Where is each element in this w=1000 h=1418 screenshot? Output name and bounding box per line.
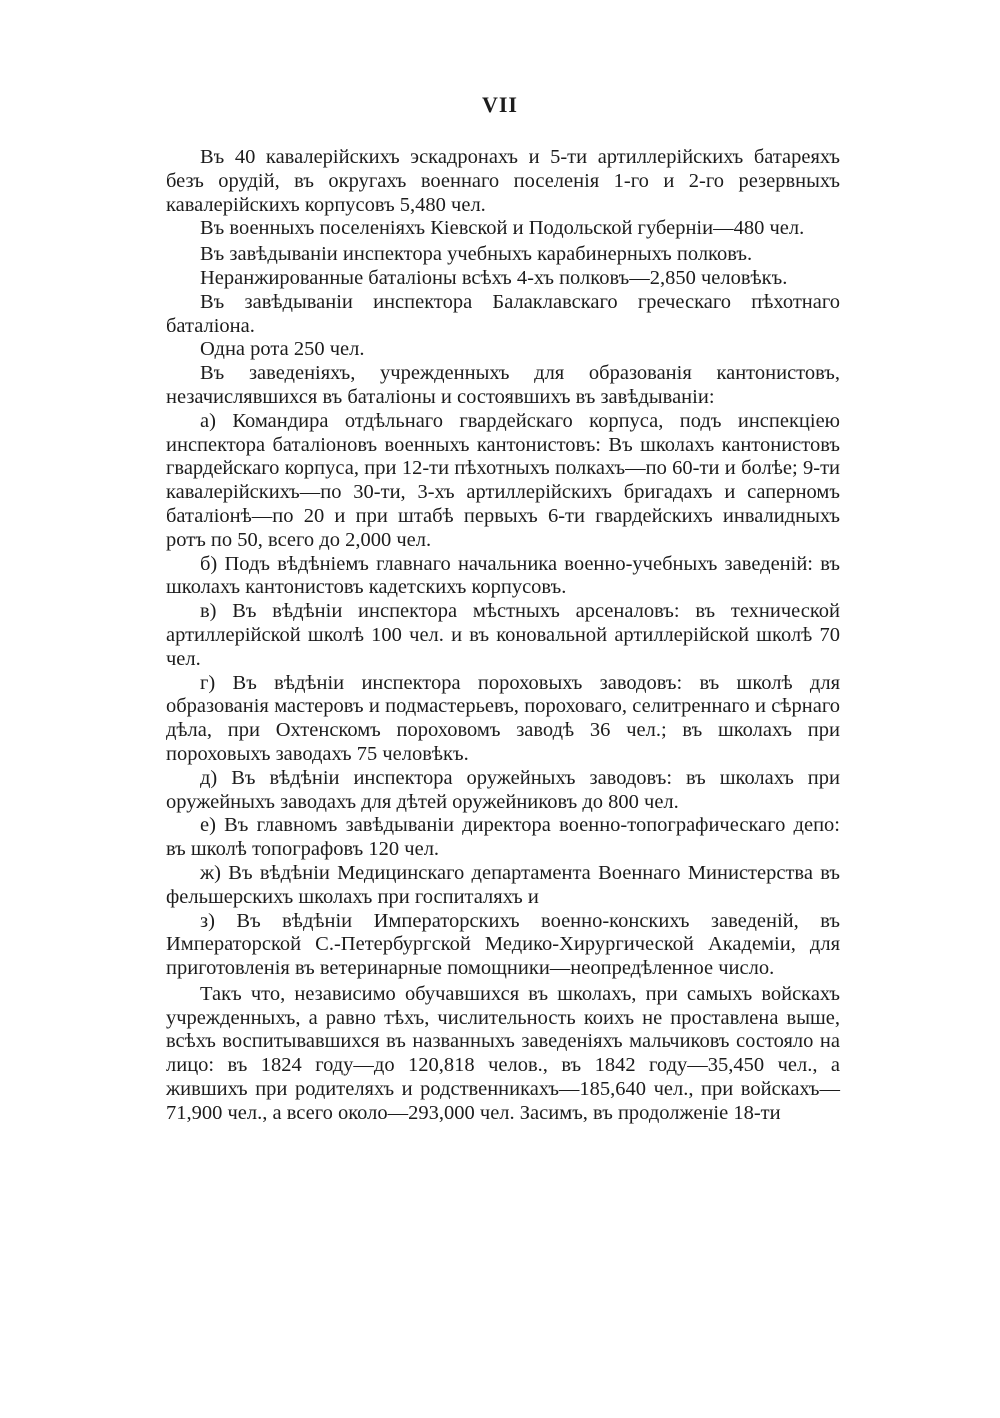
- paragraph-cavalry-squadrons: Въ 40 кавалерійскихъ эскадронахъ и 5-ти артиллерійскихъ батареяхъ безъ орудій, въ округахъ военнаго поселенія 1-го и 2-го резервныхъ кавалерійскихъ корпусовъ 5,480 чел.: [166, 146, 840, 216]
- body-text: [166, 146, 840, 1126]
- list-item-a: а) Командира отдѣльнаго гвардейскаго корпуса, подъ инспекціею инспектора баталіоновъ военныхъ кантонистовъ: Въ школахъ кантонистовъ гвардейскаго корпуса, при 12-ти пѣхотныхъ полкахъ—по 60-ти и болѣе; 9-ти кавалерійскихъ—по 30-ти, 3-хъ артиллерійскихъ бригадахъ и саперномъ баталіонѣ—по 20 и при штабѣ первыхъ 6-ти гвардейскихъ инвалидныхъ ротъ по 50, всего до 2,000 чел.: [166, 409, 840, 551]
- page-number: VII: [481, 92, 518, 117]
- paragraph-one-company: Одна рота 250 чел.: [200, 338, 365, 361]
- list-item-g: г) Въ вѣдѣніи инспектора пороховыхъ заводовъ: въ школѣ для образованія мастеровъ и подмастерьевъ, пороховаго, селитреннаго и сѣрнаго дѣла, при Охтенскомъ пороховомъ заводѣ 36 чел.; въ школахъ при пороховыхъ заводахъ 75 человѣкъ.: [166, 671, 840, 765]
- list-item-d: д) Въ вѣдѣніи инспектора оружейныхъ заводовъ: въ школахъ при оружейныхъ заводахъ для дѣтей оружейниковъ до 800 чел.: [166, 766, 840, 813]
- paragraph-carabinier-inspector: Въ завѣдываніи инспектора учебныхъ карабинерныхъ полковъ.: [200, 243, 753, 266]
- list-item-zh: ж) Въ вѣдѣніи Медицинскаго департамента Военнаго Министерства въ фельшерскихъ школахъ при госпиталяхъ и: [166, 861, 840, 908]
- list-item-e: е) Въ главномъ завѣдываніи директора военно-топографическаго депо: въ школѣ топографовъ 120 чел.: [166, 814, 840, 861]
- paragraph-summary: Такъ что, независимо обучавшихся въ школахъ, при самыхъ войскахъ учрежденныхъ, а равно тѣхъ, числительность коихъ не проставлена выше, всѣхъ воспитывавшихся въ названныхъ заведеніяхъ мальчиковъ состояло на лицо: въ 1824 году—до 120,818 челов., въ 1842 году—35,450 чел., а жившихъ при родителяхъ и родственникахъ—185,640 чел., при войскахъ—71,900 чел., а всего около—293,000 чел. Засимъ, въ продолженіе 18-ти: [166, 982, 840, 1124]
- paragraph-cantonist-institutions: Въ заведеніяхъ, учрежденныхъ для образованія кантонистовъ, незачислявшихся въ баталіоны и состоявшихъ въ завѣдываніи:: [166, 362, 840, 408]
- paragraph-military-settlements: Въ военныхъ поселеніяхъ Кіевской и Подольской губерніи—480 чел.: [200, 217, 805, 240]
- paragraph-unranked-battalions: Неранжированные баталіоны всѣхъ 4-хъ полковъ—2,850 человѣкъ.: [200, 266, 788, 289]
- list-item-v: в) Въ вѣдѣніи инспектора мѣстныхъ арсеналовъ: въ технической артиллерійской школѣ 100 чел. и въ коновальной артиллерійской школѣ 70 чел.: [166, 600, 840, 670]
- list-item-z: з) Въ вѣдѣніи Императорскихъ военно-конскихъ заведеній, въ Императорской С.-Петербургской Медико-Хирургической Академіи, для приготовленія въ ветеринарные помощники—неопредѣленное число.: [166, 909, 840, 980]
- paragraph-balaklava-inspector: Въ завѣдываніи инспектора Балаклавскаго греческаго пѣхотнаго баталіона.: [166, 290, 840, 337]
- list-item-b: б) Подъ вѣдѣніемъ главнаго начальника военно-учебныхъ заведеній: въ школахъ кантонистовъ кадетскихъ корпусовъ.: [166, 552, 840, 599]
